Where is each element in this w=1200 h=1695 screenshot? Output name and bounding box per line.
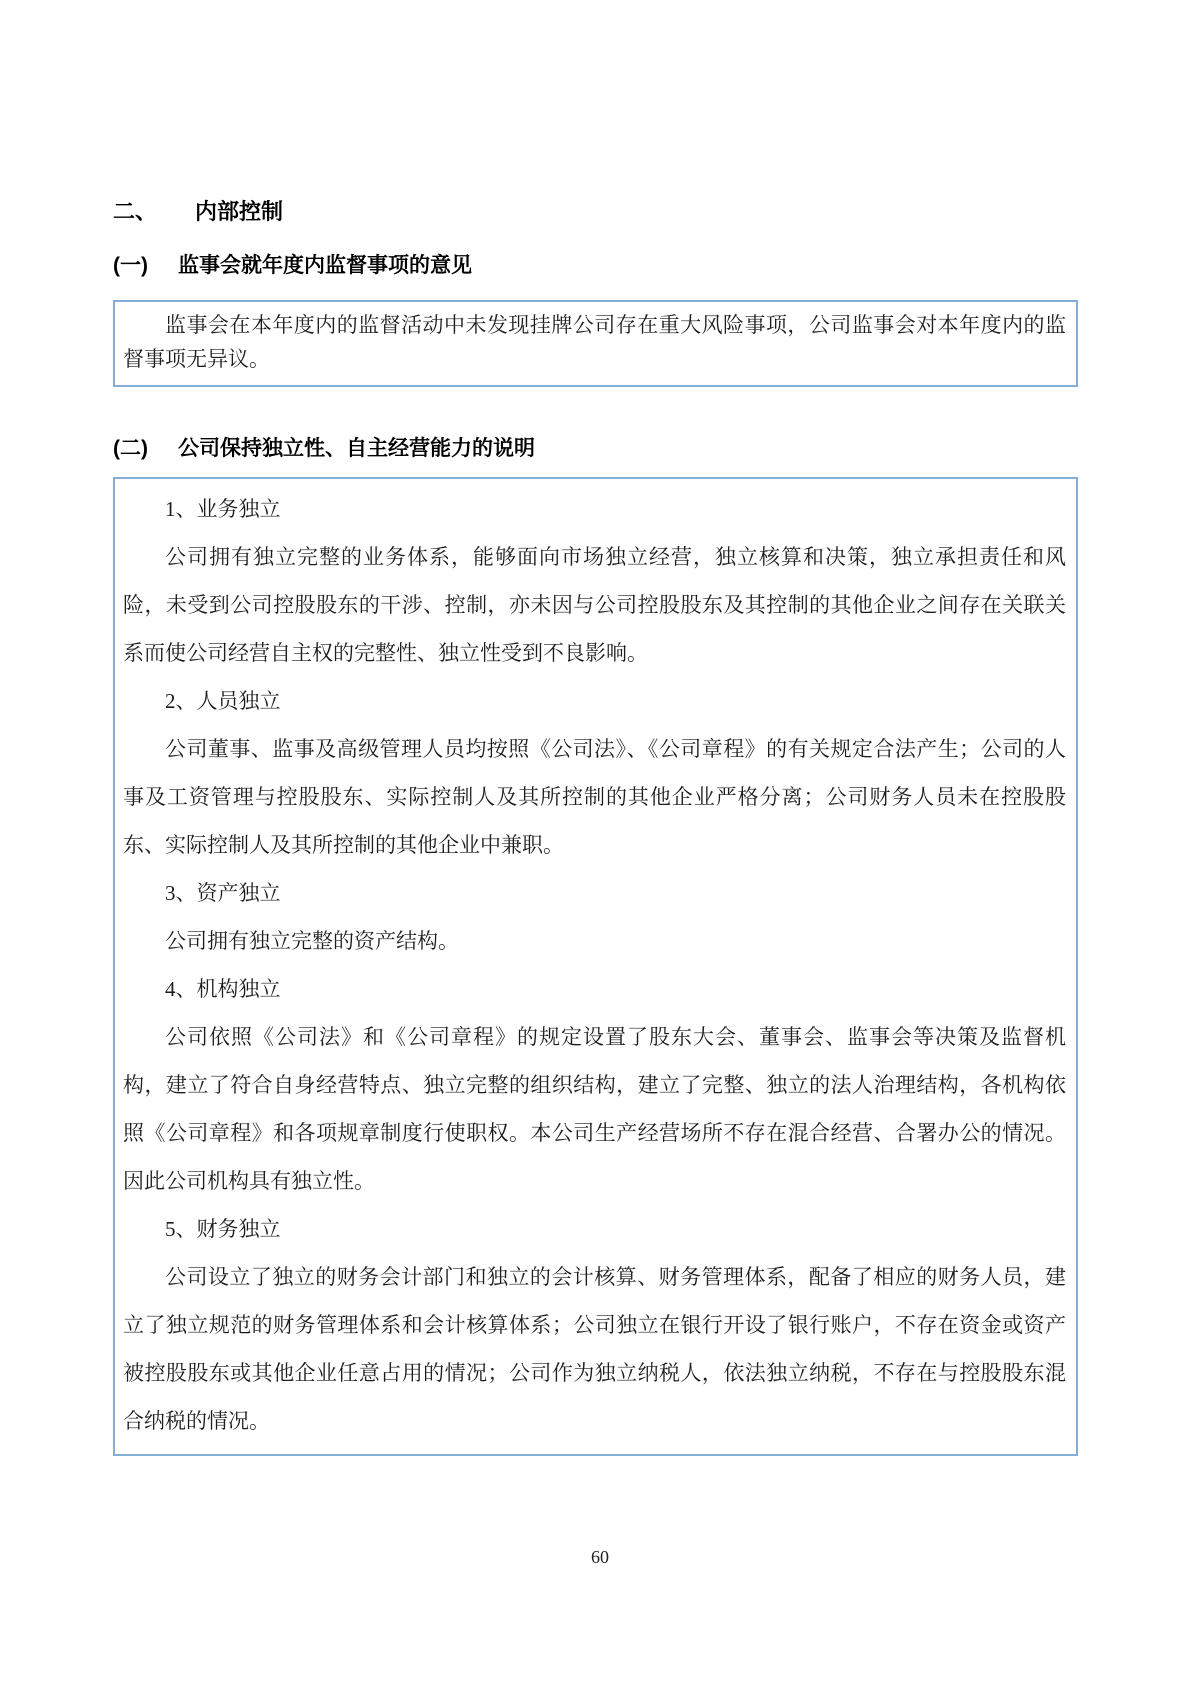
box-paragraph: 公司拥有独立完整的业务体系，能够面向市场独立经营，独立核算和决策，独立承担责任和风险，未受到公司控股股东的干涉、控制，亦未因与公司控股股东及其控制的其他企业之间存在关联关系而使公司经营自主权的完整性、独立性受到不良影响。 bbox=[123, 545, 1066, 665]
page-content bbox=[113, 0, 1078, 1456]
section-title: 内部控制 bbox=[195, 199, 284, 224]
section-heading bbox=[113, 198, 1078, 226]
subsection-2-title: 公司保持独立性、自主经营能力的说明 bbox=[178, 437, 535, 460]
box-paragraph: 公司董事、监事及高级管理人员均按照《公司法》、《公司章程》的有关规定合法产生；公司的人事及工资管理与控股股东、实际控制人及其所控制的其他企业严格分离；公司财务人员未在控股股东、实际控制人及其所控制的其他企业中兼职。 bbox=[123, 737, 1066, 857]
box-paragraph: 公司依照《公司法》和《公司章程》的规定设置了股东大会、董事会、监事会等决策及监督机构，建立了符合自身经营特点、独立完整的组织结构，建立了完整、独立的法人治理结构，各机构依照《公司章程》和各项规章制度行使职权。本公司生产经营场所不存在混合经营、合署办公的情况。因此公司机构具有独立性。 bbox=[123, 1025, 1066, 1193]
box-paragraph: 公司拥有独立完整的资产结构。 bbox=[165, 929, 459, 953]
supervisory-opinion-box bbox=[113, 300, 1078, 387]
box-paragraph: 监事会在本年度内的监督活动中未发现挂牌公司存在重大风险事项，公司监事会对本年度内的监督事项无异议。 bbox=[123, 313, 1066, 371]
box-paragraph: 1、业务独立 bbox=[165, 497, 281, 521]
independence-statement-box bbox=[113, 477, 1078, 1456]
subsection-1-title: 监事会就年度内监督事项的意见 bbox=[178, 254, 472, 277]
subsection-2-number: (二) bbox=[113, 437, 148, 460]
box-paragraph: 2、人员独立 bbox=[165, 689, 281, 713]
box-paragraph: 5、财务独立 bbox=[165, 1217, 281, 1241]
box-paragraph: 4、机构独立 bbox=[165, 977, 281, 1001]
box-paragraph: 3、资产独立 bbox=[165, 881, 281, 905]
box-paragraph: 公司设立了独立的财务会计部门和独立的会计核算、财务管理体系，配备了相应的财务人员，建立了独立规范的财务管理体系和会计核算体系；公司独立在银行开设了银行账户，不存在资金或资产被控股股东或其他企业任意占用的情况；公司作为独立纳税人，依法独立纳税，不存在与控股股东混合纳税的情况。 bbox=[123, 1265, 1066, 1433]
subsection-2-heading bbox=[113, 435, 1078, 463]
subsection-1-heading bbox=[113, 252, 1078, 280]
section-number: 二、 bbox=[113, 199, 158, 224]
page-number: 60 bbox=[591, 1547, 609, 1567]
subsection-1-number: (一) bbox=[113, 254, 148, 277]
